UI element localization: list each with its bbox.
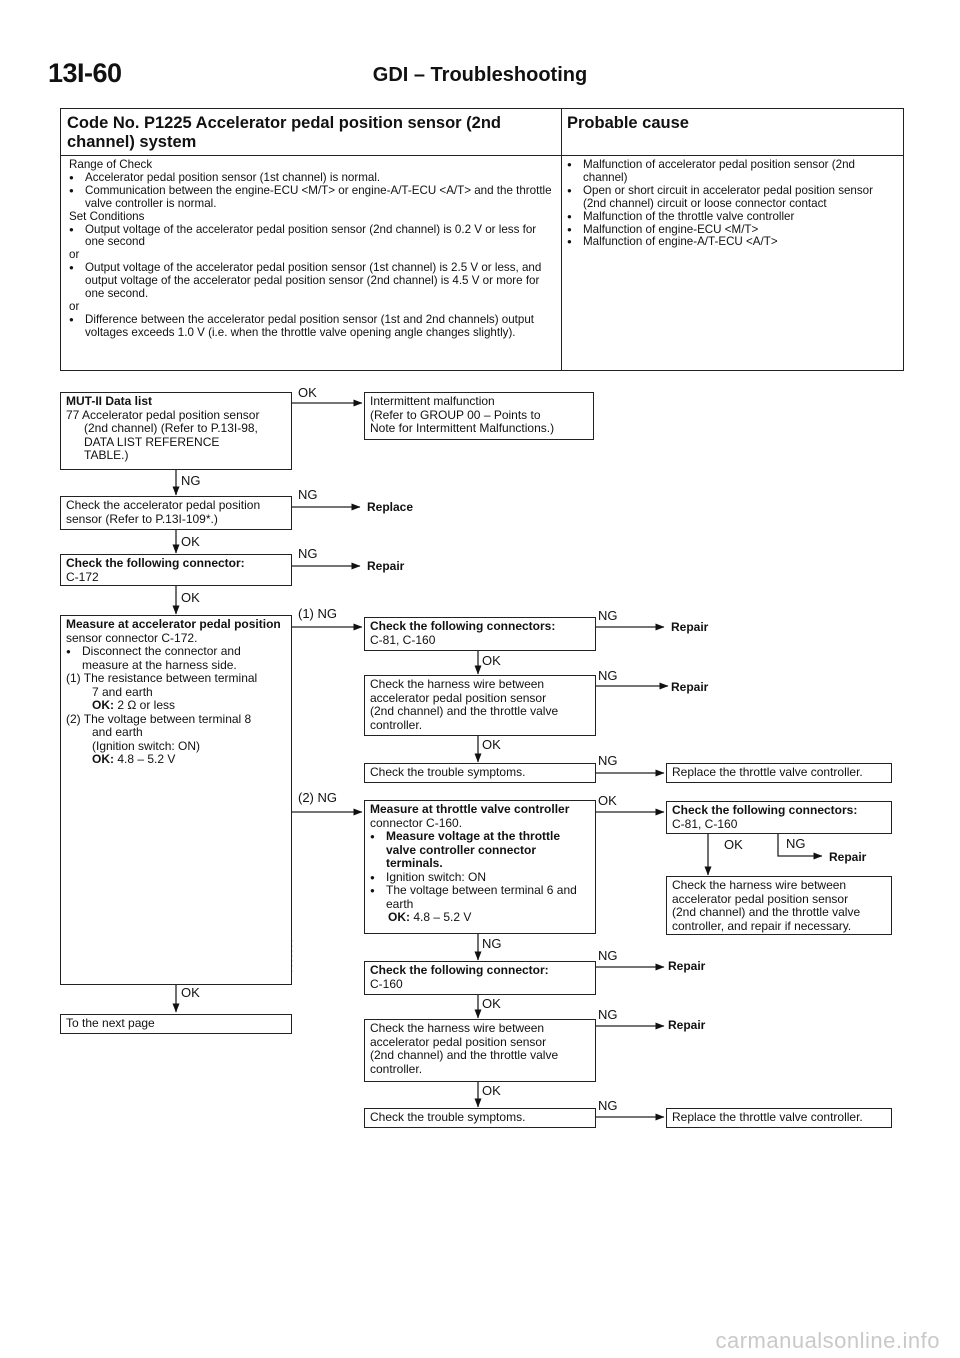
ok-label: OK	[181, 534, 200, 549]
ok-label: OK	[482, 653, 501, 668]
range-item: ● Accelerator pedal position sensor (1st channel) is normal.	[69, 172, 555, 185]
set-condition: ● Difference between the accelerator pedal position sensor (1st and 2nd channels) output voltages exceeds 1.0 V (i.e. when the throttle valve opening angle changes slightly).	[69, 314, 555, 340]
ng-label: NG	[786, 836, 806, 851]
ok-label: OK	[482, 996, 501, 1011]
check-harness-box-1: Check the harness wire between accelerator pedal position sensor (2nd channel) and the throttle valve controller.	[364, 675, 596, 736]
page-title: GDI – Troubleshooting	[372, 64, 588, 86]
page-number: 13I-60	[48, 58, 122, 88]
ng-label: NG	[598, 1098, 618, 1113]
check-harness-box-2: Check the harness wire between accelerator pedal position sensor (2nd channel) and the throttle valve controller.	[364, 1019, 596, 1082]
measure-c172-box: Measure at accelerator pedal position sensor connector C-172. ● Disconnect the connector and measure at the harness side. (1) The resistance between terminal 7 and earth OK: 2 Ω or less (2) The voltage between terminal 8 and earth (Ignition switch: ON) OK: 4.8 – 5.2 V	[60, 615, 292, 985]
cause-item: ● Malfunction of accelerator pedal position sensor (2nd channel)	[567, 159, 897, 185]
ng-2-label: (2) NG	[298, 790, 337, 805]
ok-label: OK	[482, 1083, 501, 1098]
ng-label: NG	[298, 546, 318, 561]
range-heading: Range of Check	[69, 158, 153, 171]
repair-action: Repair	[367, 559, 405, 573]
check-connectors-c81-c160-box-b: Check the following connectors: C-81, C-160	[666, 801, 892, 834]
ng-1-label: (1) NG	[298, 606, 337, 621]
ok-label: OK	[181, 590, 200, 605]
check-connector-c160-box: Check the following connector: C-160	[364, 961, 596, 995]
check-harness-repair-box: Check the harness wire between accelerator pedal position sensor (2nd channel) and the throttle valve controller, and repair if necessary.	[666, 876, 892, 935]
replace-action: Replace	[367, 500, 414, 514]
watermark: carmanualsonline.info	[715, 1328, 940, 1353]
repair-action: Repair	[671, 620, 709, 634]
repair-action: Repair	[668, 959, 706, 973]
range-item: ● Communication between the engine-ECU <M/T> or engine-A/T-ECU <A/T> and the throttle valve controller is normal.	[69, 185, 555, 211]
probable-cause-header: Probable cause	[567, 114, 689, 132]
or-text: or	[69, 248, 80, 262]
code-title: Code No. P1225 Accelerator pedal position sensor (2nd channel) system	[67, 114, 502, 151]
replace-tvc-box-1: Replace the throttle valve controller.	[666, 763, 892, 783]
ng-label: NG	[298, 487, 318, 502]
intermittent-box: Intermittent malfunction (Refer to GROUP 00 – Points to Note for Intermittent Malfunctions.)	[364, 392, 594, 440]
ng-label: NG	[598, 1007, 618, 1022]
ok-label: OK	[724, 837, 743, 852]
check-connectors-c81-c160-box: Check the following connectors: C-81, C-160	[364, 617, 596, 651]
repair-action: Repair	[671, 680, 709, 694]
cause-item: ● Malfunction of engine-ECU <M/T>	[567, 224, 897, 237]
ok-label: OK	[181, 985, 200, 1000]
ok-label: OK	[298, 385, 317, 400]
cause-item: ● Malfunction of the throttle valve controller	[567, 211, 897, 224]
check-sensor-box: Check the accelerator pedal position sensor (Refer to P.13I-109*.)	[60, 496, 292, 530]
replace-tvc-box-2: Replace the throttle valve controller.	[666, 1108, 892, 1128]
trouble-symptoms-box-1: Check the trouble symptoms.	[364, 763, 596, 783]
mut-data-list-box: MUT-II Data list 77 Accelerator pedal position sensor (2nd channel) (Refer to P.13I-98, DATA LIST REFERENCE TABLE.)	[60, 392, 292, 470]
ok-label: OK	[482, 737, 501, 752]
repair-action: Repair	[668, 1018, 706, 1032]
ng-label: NG	[598, 668, 618, 683]
ng-label: NG	[181, 473, 201, 488]
set-condition: ● Output voltage of the accelerator pedal position sensor (1st channel) is 2.5 V or less, and output voltage of the accelerator pedal position sensor (2nd channel) is 4.5 V or more for one second.	[69, 262, 555, 301]
trouble-symptoms-box-2: Check the trouble symptoms.	[364, 1108, 596, 1128]
cause-item: ● Open or short circuit in accelerator pedal position sensor (2nd channel) circuit or loose connector contact	[567, 185, 897, 211]
ok-label: OK	[598, 793, 617, 808]
set-heading: Set Conditions	[69, 209, 145, 223]
measure-c160-box: Measure at throttle valve controller connector C-160. ● Measure voltage at the throttle valve controller connector terminals. ● Ignition switch: ON ● The voltage between terminal 6 and earth OK: 4.8 – 5.2 V	[364, 800, 596, 934]
ng-label: NG	[598, 608, 618, 623]
check-connector-c172-box: Check the following connector: C-172	[60, 554, 292, 586]
cause-item: ● Malfunction of engine-A/T-ECU <A/T>	[567, 236, 897, 249]
set-condition: ● Output voltage of the accelerator pedal position sensor (2nd channel) is 0.2 V or less for one second	[69, 224, 555, 250]
or-text: or	[69, 299, 80, 313]
ng-label: NG	[482, 936, 502, 951]
repair-action: Repair	[829, 850, 867, 864]
ng-label: NG	[598, 948, 618, 963]
ng-label: NG	[598, 753, 618, 768]
next-page-box: To the next page	[60, 1014, 292, 1034]
mut-title: MUT-II Data list	[66, 394, 153, 408]
